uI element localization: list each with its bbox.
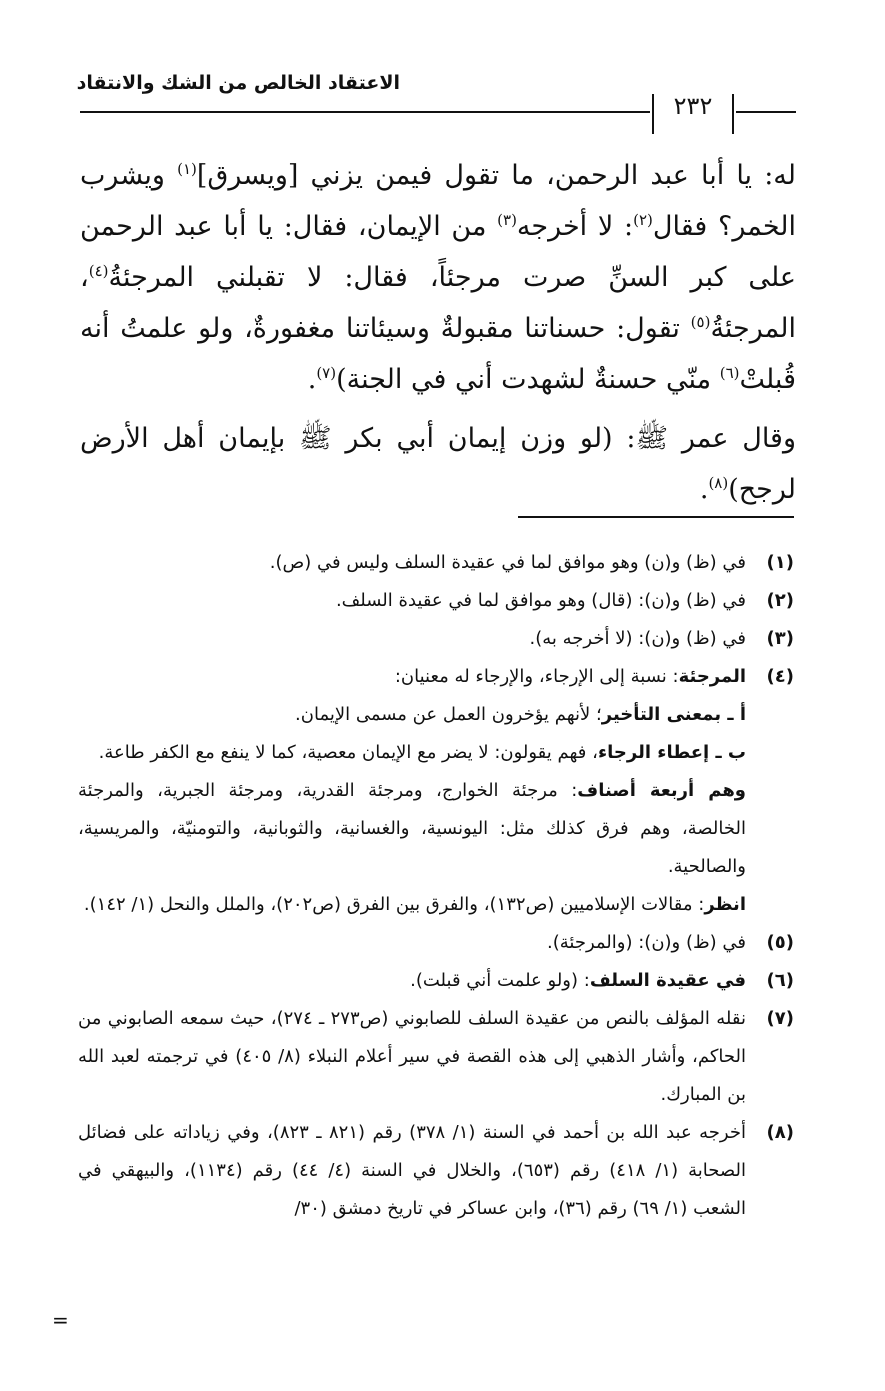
footnote-ref[interactable]: (٤) — [88, 262, 109, 280]
footnotes — [78, 544, 794, 1228]
footnote-number: (٧) — [766, 1008, 794, 1029]
running-title: الاعتقاد الخالص من الشك والانتقاد — [76, 72, 400, 94]
footnote-4-item-a — [78, 696, 794, 734]
footnote-4-references — [78, 886, 794, 924]
footnote-2 — [78, 582, 794, 620]
footnote-term: المرجئة — [678, 666, 746, 687]
text-run: تقول: حسناتنا مقبولةٌ وسيئاتنا مغفورةٌ، ولو علمتُ أنه قُبلتْ — [80, 313, 796, 395]
footnote-4-types — [78, 772, 794, 886]
text-run: له: يا أبا عبد الرحمن، ما تقول فيمن يزني [ويسرق] — [196, 160, 796, 191]
footnote-text: أخرجه عبد الله بن أحمد في السنة (١/ ٣٧٨) رقم (٨٢١ ـ ٨٢٣)، وفي زياداته على فضائل الصحابة (١/ ٤١٨) رقم (٦٥٣)، والخلال في السنة (٤/ ٤٤) رقم (١١٣٤)، والبيهقي في الشعب (١/ ٦٩) رقم (٣٦)، وابن عساكر في تاريخ دمشق (٣٠/ — [78, 1122, 746, 1219]
footnote-5 — [78, 924, 794, 962]
text-run: ويشرب الخمر؟ فقال — [80, 160, 796, 242]
page-number-bracket-right — [732, 94, 734, 134]
footnote-text: في (ظ) و(ن): (لا أخرجه به). — [529, 628, 746, 649]
text-run: منّي حسنةٌ لشهدت أني في الجنة) — [336, 364, 720, 395]
text-run: من الإيمان، فقال: يا أبا عبد الرحمن على كبر السنِّ صرت مرجئاً، فقال: لا تقبلني المرجئةُ — [80, 211, 796, 293]
footnote-ref[interactable]: (٨) — [708, 474, 729, 492]
footnote-text: نقله المؤلف بالنص من عقيدة السلف للصابوني (ص٢٧٣ ـ ٢٧٤)، حيث سمعه الصابوني من الحاكم، وأشار الذهبي إلى هذه القصة في سير أعلام النبلاء (٨/ ٤٠٥) في ترجمته لعبد الله بن المبارك. — [78, 1008, 746, 1105]
footnote-3 — [78, 620, 794, 658]
text-run: وقال عمر ﷺ: (لو وزن إيمان أبي بكر ﷺ بإيمان أهل الأرض لرجح) — [80, 423, 796, 505]
footnote-ref[interactable]: (٦) — [719, 364, 740, 382]
paragraph — [80, 413, 796, 515]
footnote-number: (٤) — [766, 666, 794, 687]
footnote-text: في (ظ) و(ن) وهو موافق لما في عقيدة السلف وليس في (ص). — [269, 552, 746, 573]
text-run: ، المرجئةُ — [80, 262, 796, 344]
footnote-term: انظر — [704, 894, 746, 915]
footnote-number: (١) — [766, 552, 794, 573]
footnote-term: في عقيدة السلف — [589, 970, 746, 991]
footnote-7 — [78, 1000, 794, 1114]
text-run: : لا أخرجه — [516, 211, 634, 242]
paragraph — [80, 150, 796, 405]
footnote-ref[interactable]: (١) — [177, 160, 197, 178]
footnote-number: (٨) — [766, 1122, 794, 1143]
footnote-ref[interactable]: (٢) — [633, 211, 653, 229]
footnote-4 — [78, 658, 794, 696]
footnote-term: أ ـ بمعنى التأخير — [601, 704, 746, 725]
footnote-text: ؛ لأنهم يؤخرون العمل عن مسمى الإيمان. — [295, 704, 602, 725]
header-rule-short — [736, 111, 796, 113]
footnote-8 — [78, 1114, 794, 1228]
page-header — [76, 66, 796, 136]
page-number: ٢٣٢ — [673, 92, 713, 120]
footnote-4-item-b — [78, 734, 794, 772]
footnote-ref[interactable]: (٣) — [497, 211, 517, 229]
footnote-ref[interactable]: (٧) — [316, 364, 337, 382]
footnote-1 — [78, 544, 794, 582]
footnote-separator — [518, 516, 794, 518]
text-run: . — [307, 364, 317, 395]
footnote-number: (٢) — [766, 590, 794, 611]
main-text — [80, 150, 796, 523]
footnote-text: : مرجئة الخوارج، ومرجئة القدرية، ومرجئة الجبرية، والمرجئة الخالصة، وهم فرق كذلك مثل: اليونسية، والغسانية، والثوبانية، والتومنيّة، والمريسية، والصالحية. — [78, 780, 746, 877]
footnote-text: : (ولو علمت أني قبلت). — [410, 970, 590, 991]
header-rule — [80, 111, 650, 113]
text-run: . — [699, 474, 709, 505]
footnote-6 — [78, 962, 794, 1000]
continuation-mark: = — [52, 1308, 69, 1332]
footnote-text: : نسبة إلى الإرجاء، والإرجاء له معنيان: — [394, 666, 679, 687]
footnote-text: في (ظ) و(ن): (قال) وهو موافق لما في عقيدة السلف. — [335, 590, 746, 611]
footnote-text: ، فهم يقولون: لا يضر مع الإيمان معصية، كما لا ينفع مع الكفر طاعة. — [98, 742, 598, 763]
footnote-term: وهم أربعة أصناف — [577, 780, 746, 801]
footnote-number: (٣) — [766, 628, 794, 649]
footnote-number: (٦) — [766, 970, 794, 991]
footnote-number: (٥) — [766, 932, 794, 953]
footnote-text: : مقالات الإسلاميين (ص١٣٢)، والفرق بين الفرق (ص٢٠٢)، والملل والنحل (١/ ١٤٢). — [83, 894, 705, 915]
footnote-text: في (ظ) و(ن): (والمرجئة). — [547, 932, 746, 953]
footnote-term: ب ـ إعطاء الرجاء — [597, 742, 746, 763]
footnote-ref[interactable]: (٥) — [690, 313, 711, 331]
